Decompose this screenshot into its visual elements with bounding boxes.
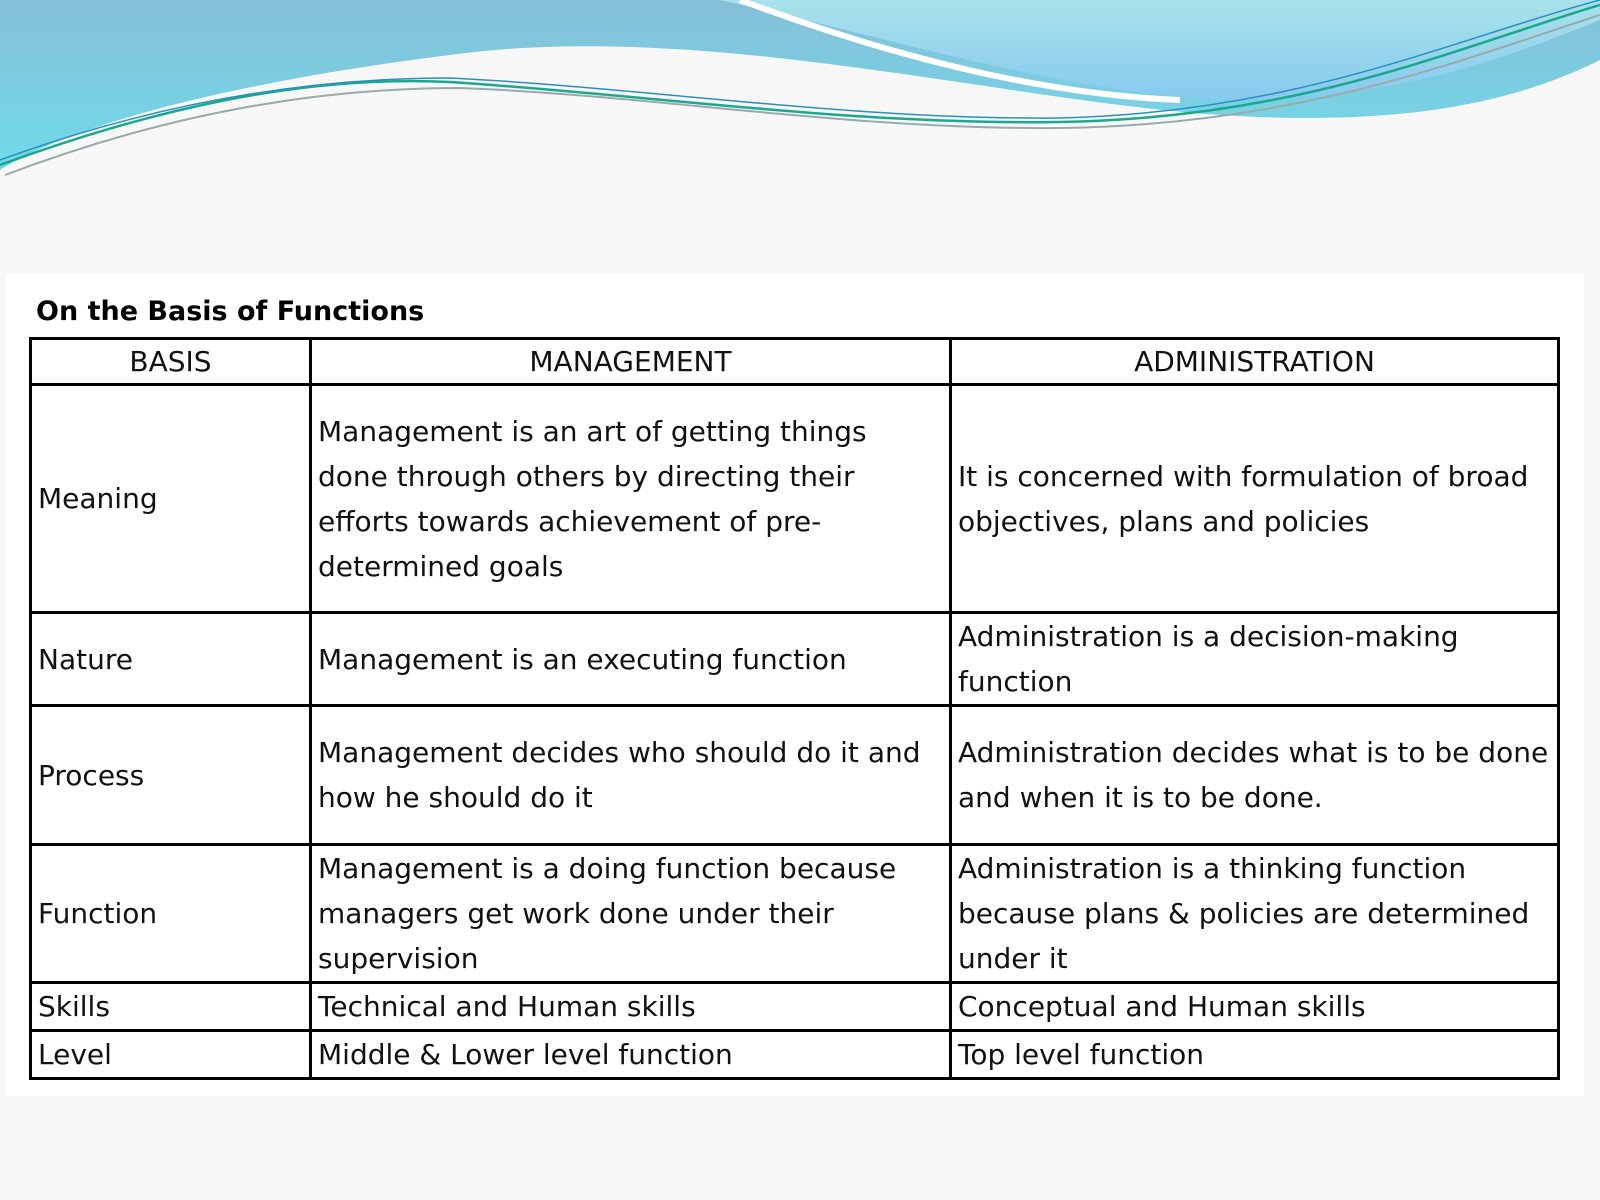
table-header-row [31,339,1559,385]
cell-management: Management is an art of getting things done through others by directing their efforts towards achievement of pre-determined goals [311,385,951,613]
table-row [31,613,1559,706]
header-management: MANAGEMENT [311,339,951,385]
cell-management: Management is a doing function because managers get work done under their supervision [311,845,951,983]
cell-basis: Level [31,1031,311,1079]
cell-basis: Skills [31,983,311,1031]
cell-basis: Nature [31,613,311,706]
cell-administration: Administration is a decision-making function [951,613,1559,706]
decorative-wave-header [0,0,1600,200]
table-row [31,706,1559,845]
table-row [31,385,1559,613]
cell-administration: Administration is a thinking function because plans & policies are determined under it [951,845,1559,983]
cell-administration: Conceptual and Human skills [951,983,1559,1031]
table-row [31,845,1559,983]
cell-basis: Function [31,845,311,983]
comparison-table [29,337,1560,1080]
cell-basis: Meaning [31,385,311,613]
cell-administration: Top level function [951,1031,1559,1079]
cell-administration: It is concerned with formulation of broad objectives, plans and policies [951,385,1559,613]
table-row [31,983,1559,1031]
cell-management: Management is an executing function [311,613,951,706]
header-administration: ADMINISTRATION [951,339,1559,385]
cell-management: Middle & Lower level function [311,1031,951,1079]
section-title: On the Basis of Functions [36,296,425,327]
table-row [31,1031,1559,1079]
header-basis: BASIS [31,339,311,385]
cell-administration: Administration decides what is to be done and when it is to be done. [951,706,1559,845]
cell-management: Technical and Human skills [311,983,951,1031]
cell-management: Management decides who should do it and how he should do it [311,706,951,845]
cell-basis: Process [31,706,311,845]
